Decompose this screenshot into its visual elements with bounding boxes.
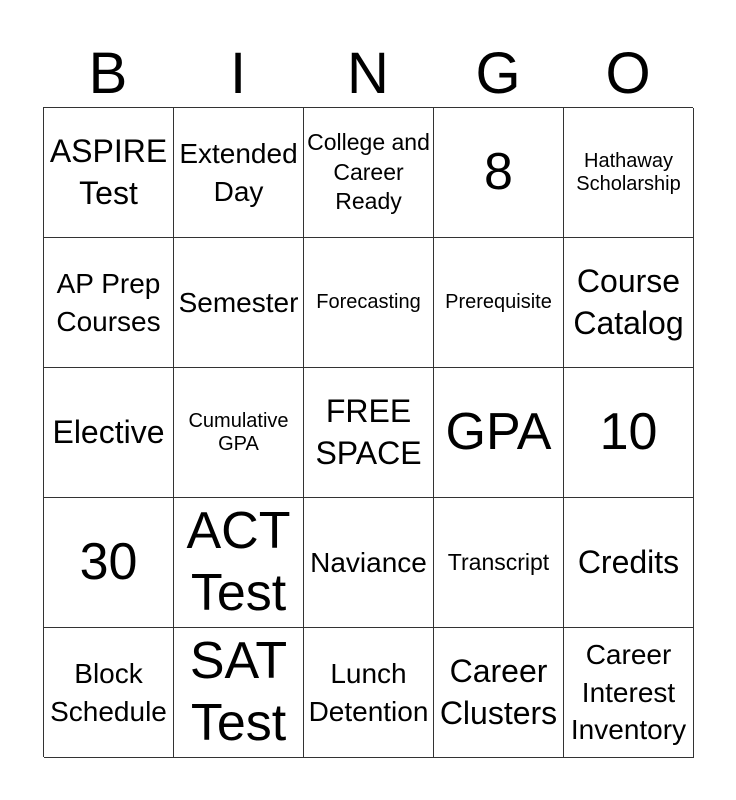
- bingo-cell[interactable]: [434, 368, 564, 498]
- bingo-cell[interactable]: [304, 238, 434, 368]
- bingo-board: [43, 107, 693, 757]
- bingo-cell[interactable]: [434, 628, 564, 758]
- cell-label: Cumulative GPA: [188, 409, 289, 455]
- cell-label: Credits: [577, 543, 680, 580]
- cell-label: College and Career Ready: [307, 128, 430, 215]
- header-letter-n: N: [347, 41, 389, 106]
- bingo-cell[interactable]: [44, 238, 174, 368]
- bingo-cell[interactable]: [44, 628, 174, 758]
- cell-label: Semester: [178, 286, 299, 318]
- bingo-cell[interactable]: [304, 628, 434, 758]
- cell-label: Course Catalog: [573, 262, 684, 341]
- cell-label: ASPIRE Test: [49, 132, 168, 211]
- cell-label: Forecasting: [316, 291, 421, 313]
- bingo-cell[interactable]: [44, 108, 174, 238]
- bingo-cell[interactable]: [174, 498, 304, 628]
- bingo-cell[interactable]: [174, 108, 304, 238]
- cell-label: Elective: [52, 413, 165, 450]
- bingo-cell[interactable]: [174, 628, 304, 758]
- bingo-cell[interactable]: [434, 238, 564, 368]
- cell-label: Extended Day: [179, 137, 298, 207]
- cell-label: AP Prep Courses: [56, 267, 161, 337]
- bingo-cell[interactable]: [564, 498, 694, 628]
- cell-label: Prerequisite: [445, 291, 552, 313]
- header-letter-o: O: [605, 41, 651, 106]
- bingo-cell[interactable]: [564, 238, 694, 368]
- bingo-cell[interactable]: [304, 498, 434, 628]
- bingo-cell[interactable]: [44, 368, 174, 498]
- cell-label: Lunch Detention: [308, 657, 429, 727]
- bingo-cell[interactable]: [304, 108, 434, 238]
- cell-label: Transcript: [447, 548, 550, 575]
- cell-label: FREE SPACE: [315, 392, 422, 471]
- bingo-cell[interactable]: [44, 498, 174, 628]
- bingo-cell[interactable]: [304, 368, 434, 498]
- bingo-cell[interactable]: [564, 628, 694, 758]
- bingo-cell[interactable]: [174, 368, 304, 498]
- cell-label: 10: [599, 402, 658, 461]
- bingo-cell[interactable]: [564, 108, 694, 238]
- cell-label: ACT Test: [186, 502, 291, 622]
- bingo-cell[interactable]: [564, 368, 694, 498]
- bingo-cell[interactable]: [434, 498, 564, 628]
- cell-label: 30: [79, 532, 138, 591]
- cell-label: Career Interest Inventory: [570, 638, 687, 746]
- cell-label: Block Schedule: [50, 657, 167, 727]
- cell-label: GPA: [445, 402, 552, 461]
- cell-label: SAT Test: [189, 632, 288, 752]
- header-letter-g: G: [475, 41, 521, 106]
- cell-label: Career Clusters: [439, 652, 558, 731]
- cell-label: Naviance: [310, 546, 427, 578]
- header-letter-b: B: [88, 41, 128, 106]
- bingo-cell[interactable]: [174, 238, 304, 368]
- cell-label: Hathaway Scholarship: [576, 149, 681, 195]
- cell-label: 8: [484, 142, 513, 201]
- bingo-cell[interactable]: [434, 108, 564, 238]
- header-letter-i: I: [229, 41, 247, 106]
- bingo-header: [43, 40, 693, 108]
